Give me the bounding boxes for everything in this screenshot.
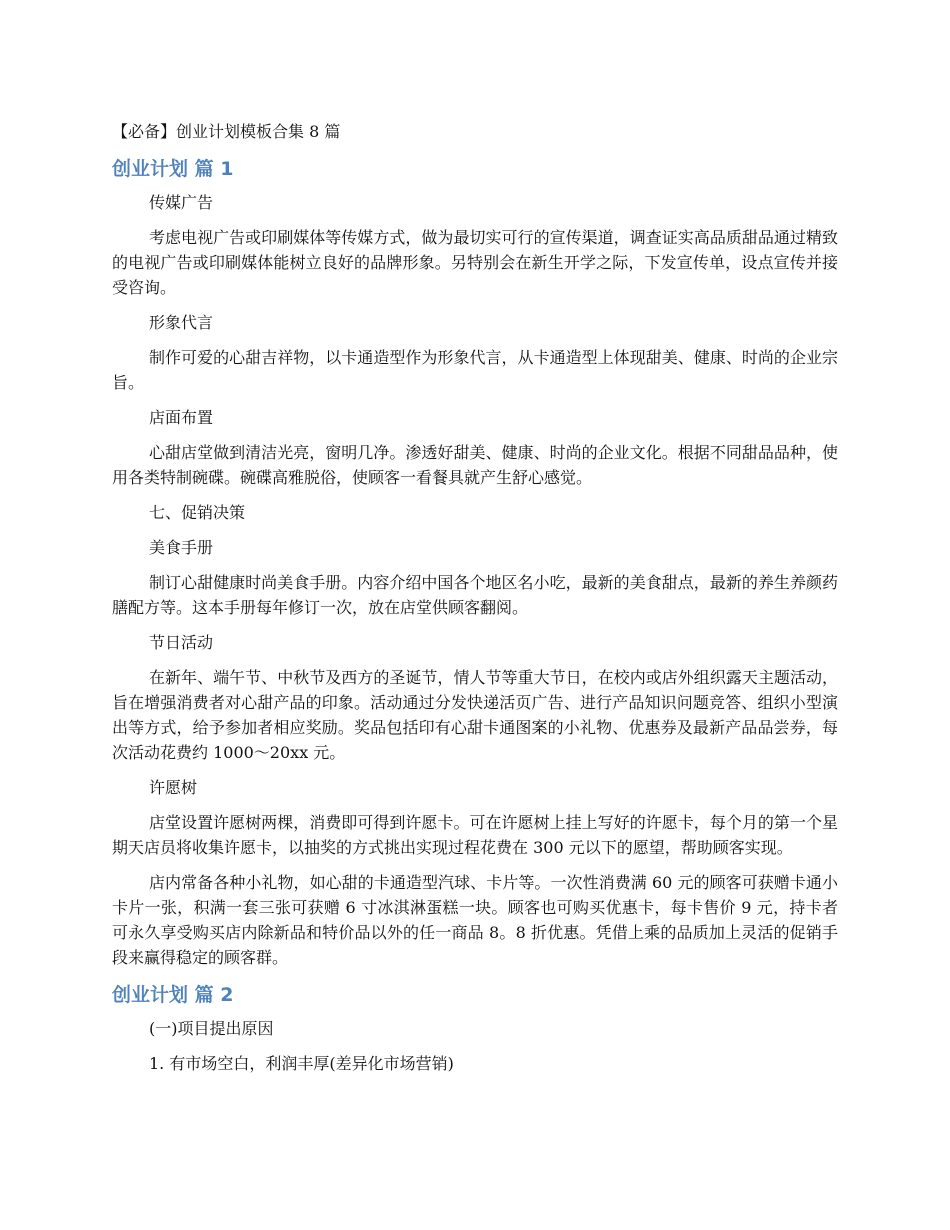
paragraph: 节日活动 <box>149 633 214 652</box>
section-heading: 创业计划 篇 2 <box>112 984 234 1006</box>
paragraph: 七、促销决策 <box>149 503 246 522</box>
section-2 <box>112 980 838 1076</box>
paragraph: 许愿树 <box>149 778 198 797</box>
paragraph: 店内常备各种小礼物，如心甜的卡通造型汽球、卡片等。一次性消费满 60 元的顾客可获赠卡通小卡片一张，积满一套三张可获赠 6 寸冰淇淋蛋糕一块。顾客也可购买优惠卡，每卡售价 9 元，持卡者可永久享受购买店内除新品和特价品以外的任一商品 8。8 折优惠。凭借上乘的品质加上灵活的促销手段来赢得稳定的顾客群。 <box>112 873 838 967</box>
section-1 <box>112 154 838 970</box>
paragraph: 心甜店堂做到清洁光亮，窗明几净。渗透好甜美、健康、时尚的企业文化。根据不同甜品品种，使用各类特制碗碟。碗碟高雅脱俗，使顾客一看餐具就产生舒心感觉。 <box>112 443 838 487</box>
paragraph: 形象代言 <box>149 313 214 332</box>
paragraph: 在新年、端午节、中秋节及西方的圣诞节，情人节等重大节日，在校内或店外组织露天主题活动，旨在增强消费者对心甜产品的印象。活动通过分发快递活页广告、进行产品知识问题竞答、组织小型演出等方式，给予参加者相应奖励。奖品包括印有心甜卡通图案的小礼物、优惠券及最新产品品尝券，每次活动花费约 1000～20xx 元。 <box>112 668 838 762</box>
paragraph: 美食手册 <box>149 538 214 557</box>
paragraph: 1. 有市场空白，利润丰厚(差异化市场营销) <box>149 1054 454 1073</box>
section-heading: 创业计划 篇 1 <box>112 158 234 180</box>
paragraph: 传媒广告 <box>149 193 214 212</box>
paragraph: 店面布置 <box>149 408 214 427</box>
paragraph: (一)项目提出原因 <box>149 1019 274 1038</box>
document-title: 【必备】创业计划模板合集 8 篇 <box>112 122 341 141</box>
paragraph: 店堂设置许愿树两棵，消费即可得到许愿卡。可在许愿树上挂上写好的许愿卡，每个月的第一个星期天店员将收集许愿卡，以抽奖的方式挑出实现过程花费在 300 元以下的愿望，帮助顾客实现。 <box>112 813 838 857</box>
paragraph: 制订心甜健康时尚美食手册。内容介绍中国各个地区名小吃，最新的美食甜点，最新的养生养颜药膳配方等。这本手册每年修订一次，放在店堂供顾客翻阅。 <box>112 573 838 617</box>
document-page <box>112 118 838 1086</box>
paragraph: 制作可爱的心甜吉祥物，以卡通造型作为形象代言，从卡通造型上体现甜美、健康、时尚的企业宗旨。 <box>112 348 838 392</box>
paragraph: 考虑电视广告或印刷媒体等传媒方式，做为最切实可行的宣传渠道，调查证实高品质甜品通过精致的电视广告或印刷媒体能树立良好的品牌形象。另特别会在新生开学之际，下发宣传单，设点宣传并接受咨询。 <box>112 228 838 297</box>
